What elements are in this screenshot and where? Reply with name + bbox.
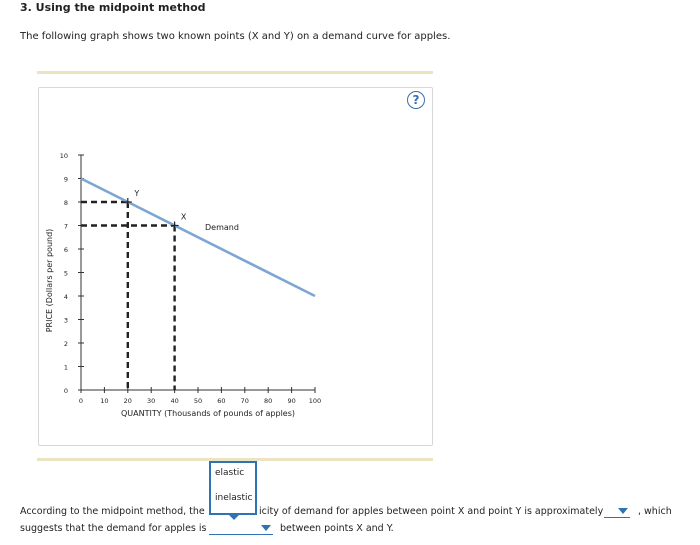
y-tick-label: 3 xyxy=(63,316,68,325)
x-tick-label: 30 xyxy=(147,397,156,405)
y-tick-label: 8 xyxy=(63,199,68,207)
demand-type-select[interactable] xyxy=(209,522,273,535)
elasticity-value-select[interactable] xyxy=(604,505,630,518)
y-tick-label: 10 xyxy=(59,152,68,160)
chart-series xyxy=(81,179,315,297)
x-tick-label: 80 xyxy=(264,397,273,405)
demand-curve-label: Demand xyxy=(205,223,239,233)
chevron-down-icon xyxy=(618,508,628,514)
question-text-part5: between points X and Y. xyxy=(280,523,394,534)
x-tick-label: 20 xyxy=(123,397,132,405)
y-axis-title: PRICE (Dollars per pound) xyxy=(45,228,54,333)
y-tick-label: 6 xyxy=(63,246,68,254)
chevron-down-icon xyxy=(261,525,271,531)
y-tick-label: 1 xyxy=(63,363,68,372)
point-label-y: Y xyxy=(134,189,140,198)
x-tick-label: 50 xyxy=(193,397,203,405)
x-tick-label: 90 xyxy=(287,397,296,405)
question-heading: 3. Using the midpoint method xyxy=(20,1,206,14)
help-icon[interactable]: ? xyxy=(407,91,425,109)
y-tick-label: 2 xyxy=(63,340,68,348)
demand-curve xyxy=(81,179,315,297)
point-label-x: X xyxy=(180,212,187,222)
y-tick-label: 7 xyxy=(63,222,68,231)
x-tick-label: 0 xyxy=(78,397,84,405)
x-tick-label: 70 xyxy=(240,397,249,405)
elasticity-dropdown-menu[interactable] xyxy=(209,461,257,515)
y-tick-label: 5 xyxy=(63,269,68,278)
y-tick-label: 0 xyxy=(63,387,68,395)
dropdown-pointer-icon xyxy=(228,514,240,520)
x-tick-label: 60 xyxy=(217,397,226,405)
x-tick-label: 40 xyxy=(170,397,179,405)
y-tick-label: 9 xyxy=(63,175,68,184)
question-text-part4: suggests that the demand for apples is xyxy=(20,523,207,534)
dropdown-option-inelastic[interactable]: inelastic xyxy=(215,493,253,503)
intro-text: The following graph shows two known points (X and Y) on a demand curve for apples. xyxy=(20,31,451,42)
y-tick-label: 4 xyxy=(63,293,68,301)
question-text-part3: , which xyxy=(638,506,672,517)
question-text-part1: According to the midpoint method, the xyxy=(20,506,205,517)
question-text-part2: icity of demand for apples between point X and point Y is approximately xyxy=(259,506,604,517)
dropdown-option-elastic[interactable]: elastic xyxy=(215,468,245,478)
x-tick-label: 10 xyxy=(100,397,109,405)
x-axis-title: QUANTITY (Thousands of pounds of apples) xyxy=(120,409,296,418)
dashed-guides xyxy=(81,202,175,390)
x-tick-label: 100 xyxy=(308,397,322,405)
